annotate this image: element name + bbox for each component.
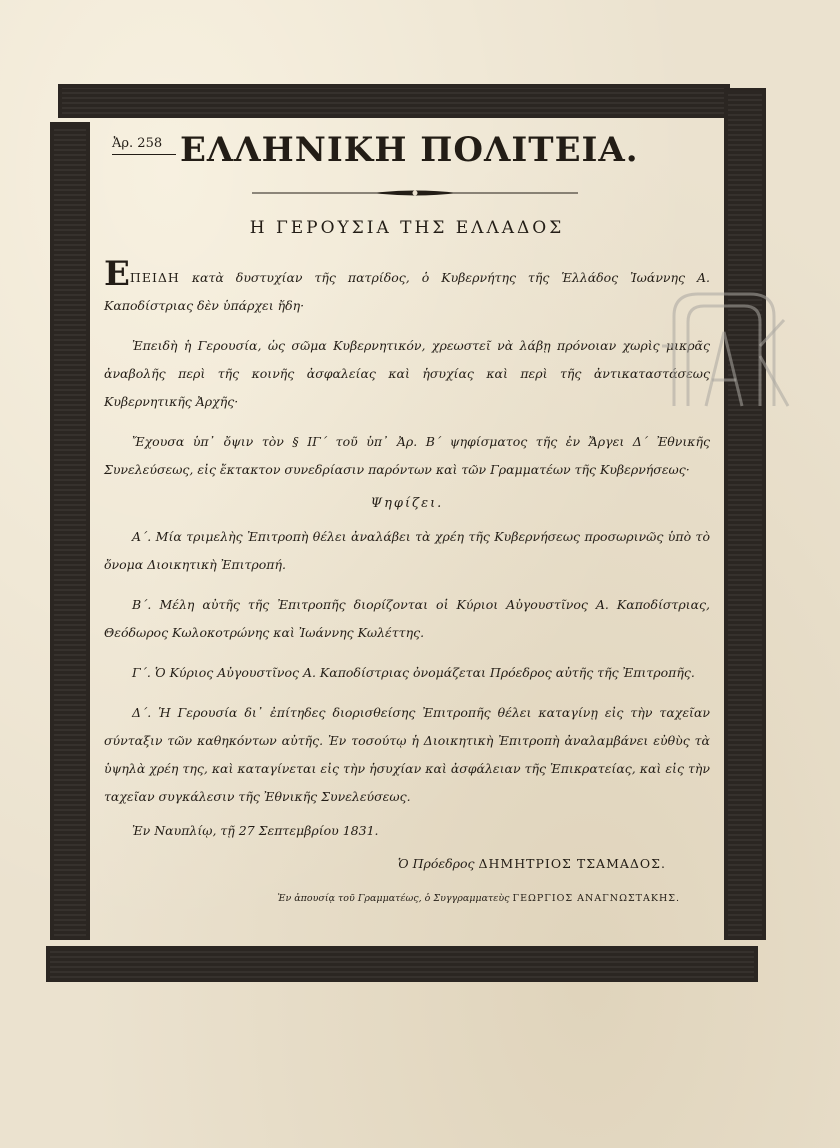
secretary-text: Ἐν ἀπουσίᾳ τοῦ Γραμματέως, ὁ Συγγραμματεὺς (277, 893, 510, 904)
border-bottom (46, 946, 758, 982)
president-name: ΔΗΜΗΤΡΙΟΣ ΤΣΑΜΑΔΟΣ. (478, 856, 666, 871)
border-left (50, 122, 90, 940)
president-signature (104, 856, 666, 871)
secretary-name: ΓΕΩΡΓΙΟΣ ΑΝΑΓΝΩΣΤΑΚΗΣ. (512, 893, 680, 904)
drop-initial: Ε (104, 254, 130, 294)
president-role: Ὁ Πρόεδρος (397, 856, 475, 871)
article-d: Δ´. Ἡ Γερουσία δι᾽ ἐπίτηδες διορισθείσης Ἐπιτροπῆς θέλει καταγίνῃ εἰς τὴν ταχεῖαν σύνταξιν τῶν καθηκόντων αὐτῆς. Ἐν τοσούτῳ ἡ Διοικητικὴ Ἐπιτροπὴ ἀναλαμβάνει εὐθὺς τὰ ὑψηλὰ χρέη της, καὶ καταγίνεται εἰς τὴν ἡσυχίαν καὶ ἀσφάλειαν τῆς Ἐπικρατείας, καὶ εἰς τὴν ταχεῖαν συγκάλεσιν τῆς Ἐθνικῆς Συνελεύσεως. (104, 705, 710, 804)
document-body (104, 126, 710, 938)
ornament-divider (252, 188, 578, 198)
article-b: Β´. Μέλη αὐτῆς τῆς Ἐπιτροπῆς διορίζονται οἱ Κύριοι Αὐγουστῖνος Α. Καποδίστριας, Θεόδωρος Κωλοκοτρώνης καὶ Ἰωάννης Κωλέττης. (104, 597, 710, 640)
watermark-logo (654, 276, 794, 426)
intro-text: κατὰ δυστυχίαν τῆς πατρίδος, ὁ Κυβερνήτης τῆς Ἑλλάδος Ἰωάννης Α. Καποδίστριας δὲν ὑπάρχει ἤδη· (104, 270, 710, 313)
border-right (724, 88, 766, 940)
intro-paragraph (104, 254, 710, 320)
number-underline (112, 154, 176, 155)
document-date: Ἐν Ναυπλίῳ, τῇ 27 Σεπτεμβρίου 1831. (132, 823, 379, 838)
decision-heading: Ψηφίζει. (370, 496, 444, 511)
paragraph-whereas: Ἐπειδὴ ἡ Γερουσία, ὡς σῶμα Κυβερνητικόν, χρεωστεῖ νὰ λάβῃ πρόνοιαν χωρὶς μικρᾶς ἀναβολῆς περὶ τῆς κοινῆς ἀσφαλείας καὶ ἡσυχίας καὶ περὶ τῆς ἀντικαταστάσεως Κυβερνητικῆς Ἀρχῆς· (104, 338, 710, 409)
border-top (58, 84, 730, 118)
article-a: Α´. Μία τριμελὴς Ἐπιτροπὴ θέλει ἀναλάβει τὰ χρέη τῆς Κυβερνήσεως προσωρινῶς ὑπὸ τὸ ὄνομα Διοικητικὴ Ἐπιτροπή. (104, 529, 710, 572)
document-header (104, 126, 710, 190)
document-subtitle: Η ΓΕΡΟΥΣΙΑ ΤΗΣ ΕΛΛΑΔΟΣ (249, 218, 565, 238)
article-c: Γ´. Ὁ Κύριος Αὐγουστῖνος Α. Καποδίστριας ὀνομάζεται Πρόεδρος αὐτῆς τῆς Ἐπιτροπῆς. (132, 665, 695, 680)
document-number: Ἀρ. 258 (112, 136, 163, 151)
intro-caps: ΠΕΙΔΗ (129, 270, 180, 285)
secretary-signature (104, 893, 680, 904)
paragraph-having: Ἔχουσα ὑπ᾽ ὄψιν τὸν § ΙΓ´ τοῦ ὑπ᾽ Ἀρ. Β´ ψηφίσματος τῆς ἐν Ἄργει Δ´ Ἐθνικῆς Συνελεύσεως, εἰς ἔκτακτον συνεδρίασιν παρόντων καὶ τῶν Γραμματέων τῆς Κυβερνήσεως· (104, 434, 710, 477)
document-title: ΕΛΛΗΝΙΚΗ ΠΟΛΙΤΕΙΑ. (180, 130, 639, 170)
